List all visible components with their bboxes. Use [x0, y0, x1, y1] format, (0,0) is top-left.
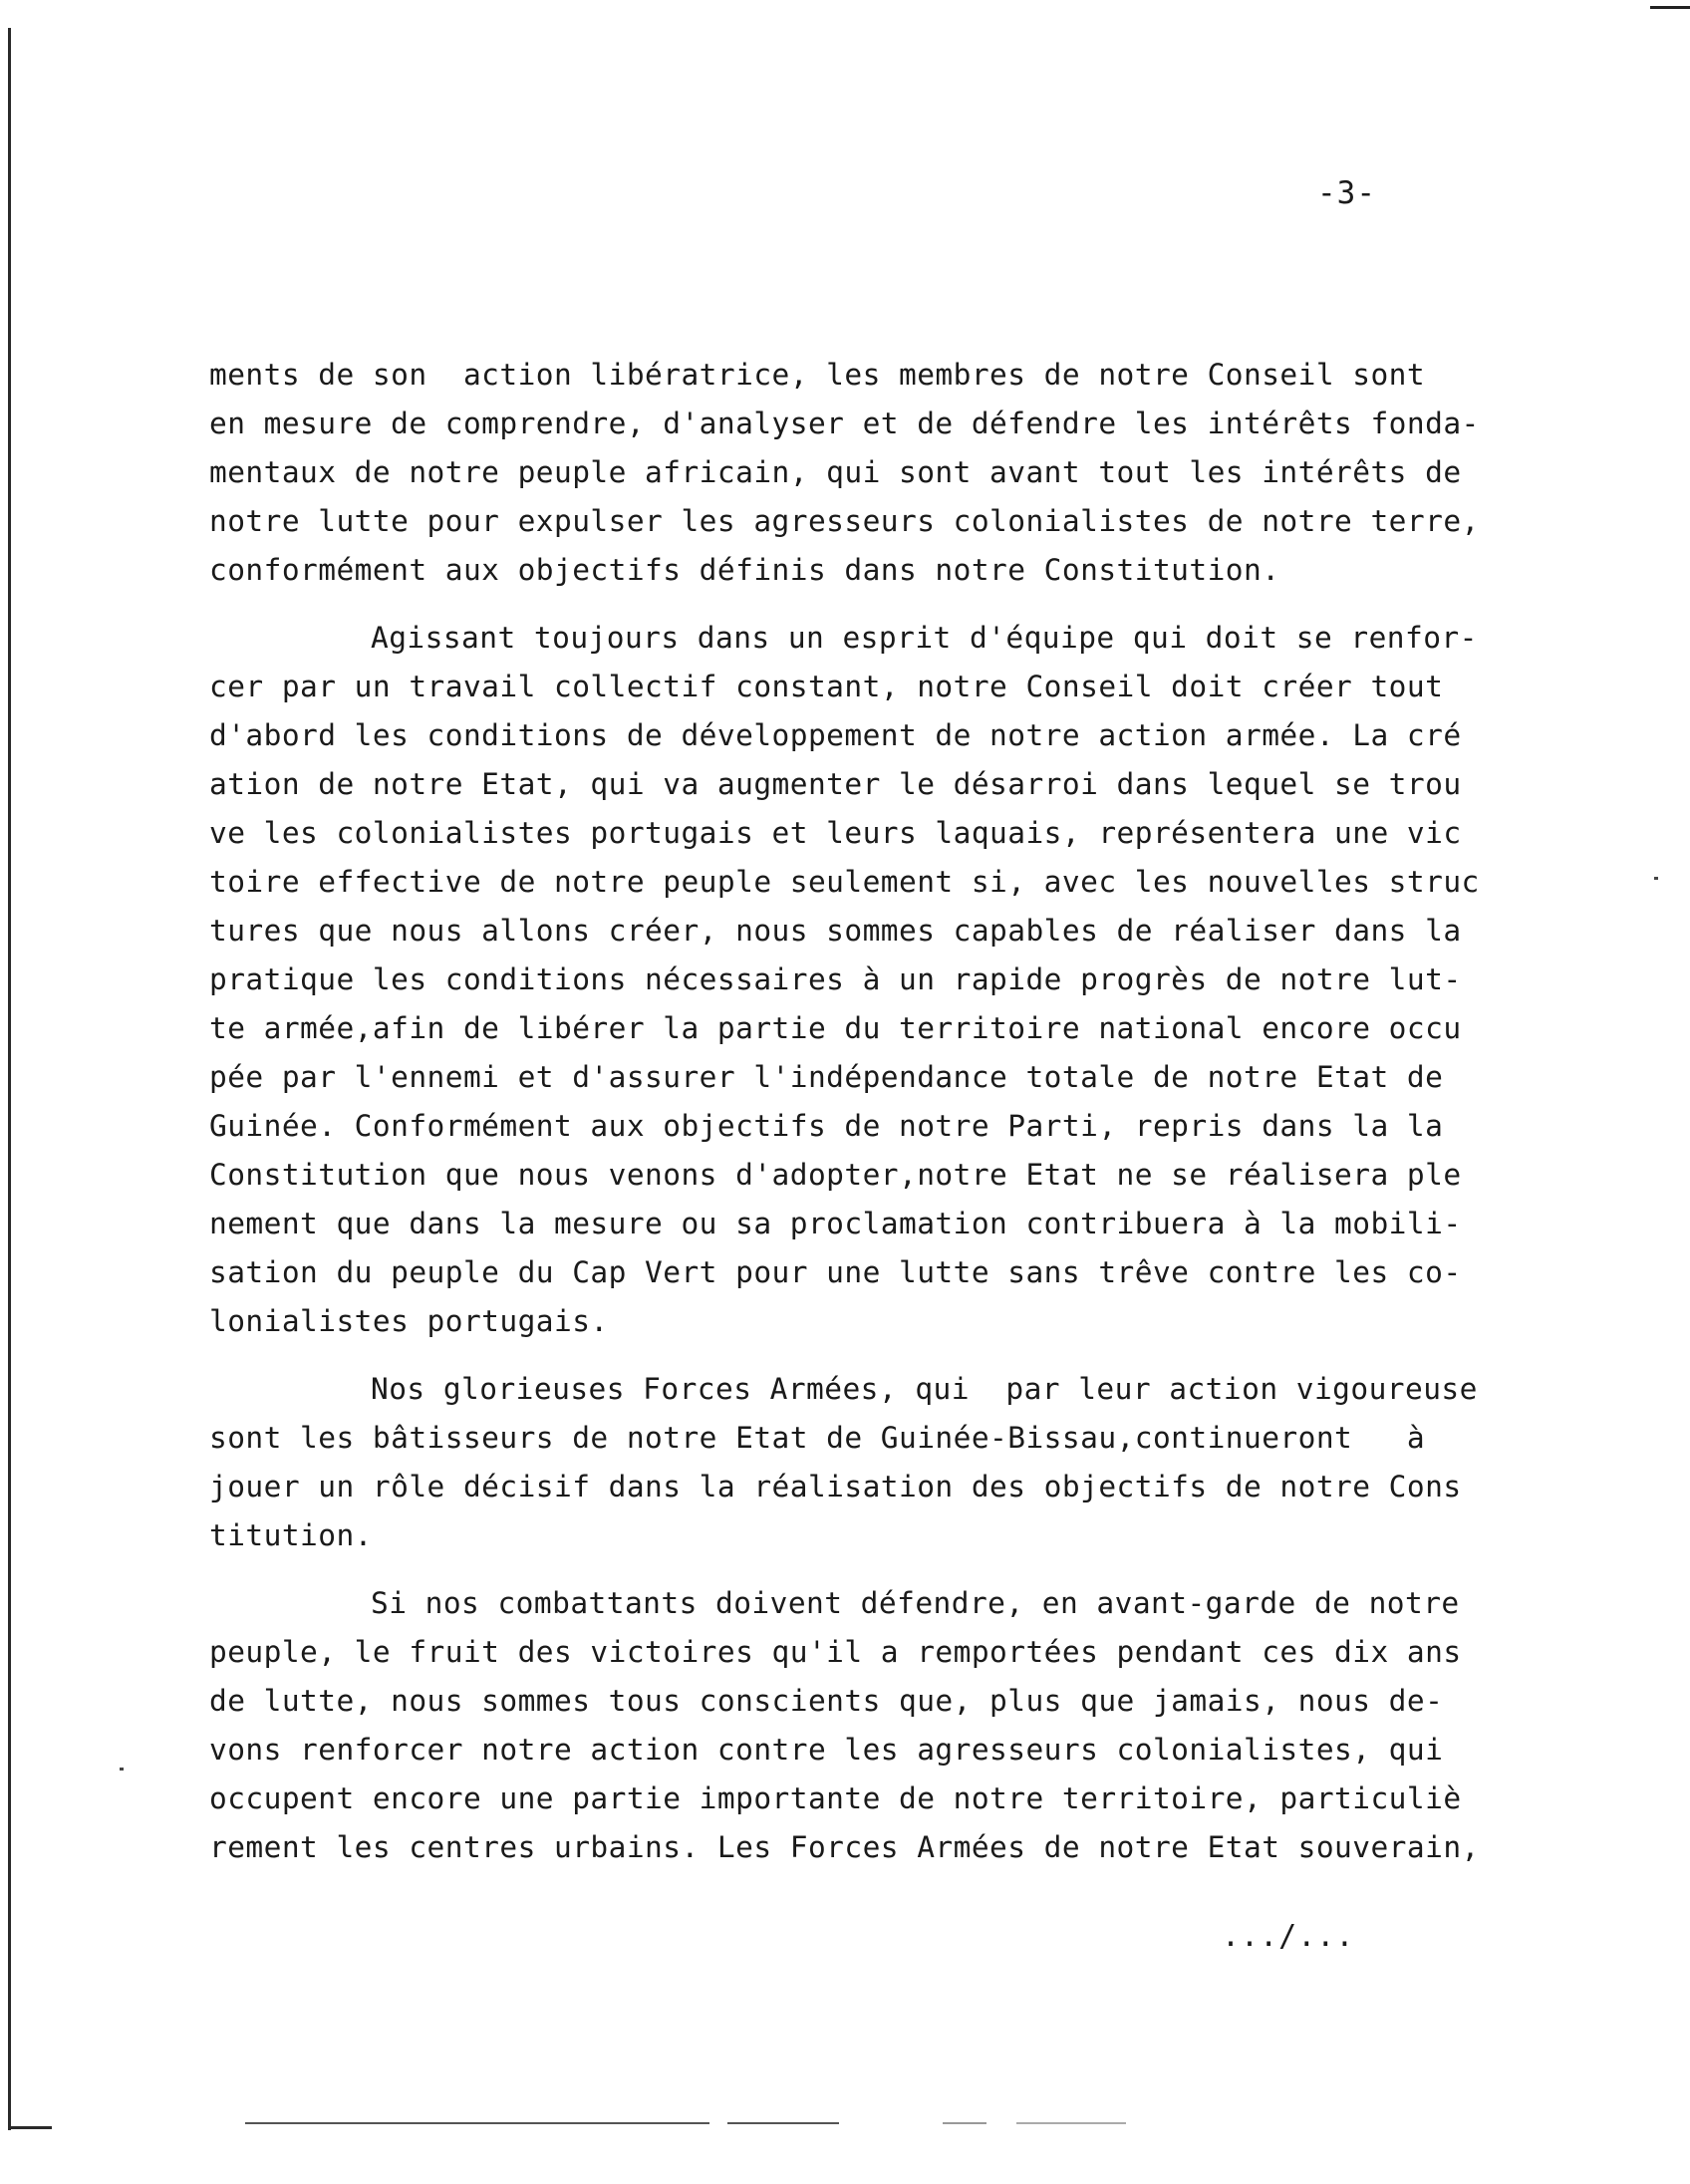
bottom-rule — [727, 2122, 839, 2124]
text-line: cer par un travail collectif constant, notre Conseil doit créer tout — [209, 670, 1444, 703]
text-line: nement que dans la mesure ou sa proclamation contribuera à la mobili- — [209, 1207, 1462, 1240]
text-line: Guinée. Conformément aux objectifs de notre Parti, repris dans la la — [209, 1109, 1444, 1143]
scan-edge-left — [8, 28, 11, 2130]
text-line: ve les colonialistes portugais et leurs laquais, représentera une vic — [209, 816, 1462, 850]
text-line: Agissant toujours dans un esprit d'équipe qui doit se renfor- — [371, 621, 1478, 655]
text-line: conformément aux objectifs définis dans notre Constitution. — [209, 553, 1280, 587]
text-line: pratique les conditions nécessaires à un rapide progrès de notre lut- — [209, 962, 1462, 996]
text-line: ments de son action libératrice, les membres de notre Conseil sont — [209, 358, 1426, 392]
text-line: en mesure de comprendre, d'analyser et de défendre les intérêts fonda- — [209, 407, 1480, 440]
text-line: sation du peuple du Cap Vert pour une lutte sans trêve contre les co- — [209, 1255, 1462, 1289]
bottom-rule — [1016, 2122, 1126, 2124]
text-line: tures que nous allons créer, nous sommes capables de réaliser dans la — [209, 914, 1462, 948]
text-line: notre lutte pour expulser les agresseurs colonialistes de notre terre, — [209, 504, 1480, 538]
body-text — [209, 351, 1604, 1872]
text-line: toire effective de notre peuple seulement si, avec les nouvelles struc — [209, 865, 1480, 899]
paragraph-gap — [209, 595, 1604, 614]
text-line: rement les centres urbains. Les Forces Armées de notre Etat souverain, — [209, 1830, 1480, 1864]
text-line: sont les bâtisseurs de notre Etat de Guinée-Bissau,continueront à — [209, 1421, 1426, 1455]
text-line: Nos glorieuses Forces Armées, qui par leur action vigoureuse — [371, 1372, 1478, 1406]
text-line: ation de notre Etat, qui va augmenter le désarroi dans lequel se trou — [209, 767, 1462, 801]
bottom-rule — [245, 2122, 709, 2124]
paragraph — [209, 351, 1604, 595]
bottom-rule — [943, 2122, 986, 2124]
text-line: d'abord les conditions de développement de notre action armée. La cré — [209, 718, 1462, 752]
scan-edge-top-right — [1650, 6, 1690, 9]
text-line: mentaux de notre peuple africain, qui sont avant tout les intérêts de — [209, 455, 1462, 489]
text-line: Si nos combattants doivent défendre, en avant-garde de notre — [371, 1586, 1460, 1620]
scan-edge-bottom-left — [8, 2126, 52, 2129]
scan-speck — [120, 1768, 124, 1771]
text-line: Constitution que nous venons d'adopter,notre Etat ne se réalisera ple — [209, 1158, 1462, 1192]
continuation-mark: .../... — [1222, 1919, 1355, 1954]
text-line: occupent encore une partie importante de notre territoire, particuliè — [209, 1781, 1462, 1815]
scan-speck — [1654, 877, 1658, 880]
paragraph — [209, 1365, 1604, 1560]
paragraph — [209, 614, 1604, 1346]
text-line: pée par l'ennemi et d'assurer l'indépendance totale de notre Etat de — [209, 1060, 1444, 1094]
text-line: de lutte, nous sommes tous conscients que, plus que jamais, nous de- — [209, 1684, 1444, 1718]
paragraph — [209, 1579, 1604, 1872]
text-line: titution. — [209, 1518, 373, 1552]
page-number: -3- — [1317, 175, 1376, 211]
text-line: vons renforcer notre action contre les agresseurs colonialistes, qui — [209, 1733, 1444, 1767]
text-line: jouer un rôle décisif dans la réalisation des objectifs de notre Cons — [209, 1470, 1462, 1503]
text-line: peuple, le fruit des victoires qu'il a remportées pendant ces dix ans — [209, 1635, 1462, 1669]
paragraph-gap — [209, 1560, 1604, 1579]
text-line: te armée,afin de libérer la partie du territoire national encore occu — [209, 1011, 1462, 1045]
paragraph-gap — [209, 1346, 1604, 1365]
text-line: lonialistes portugais. — [209, 1304, 609, 1338]
